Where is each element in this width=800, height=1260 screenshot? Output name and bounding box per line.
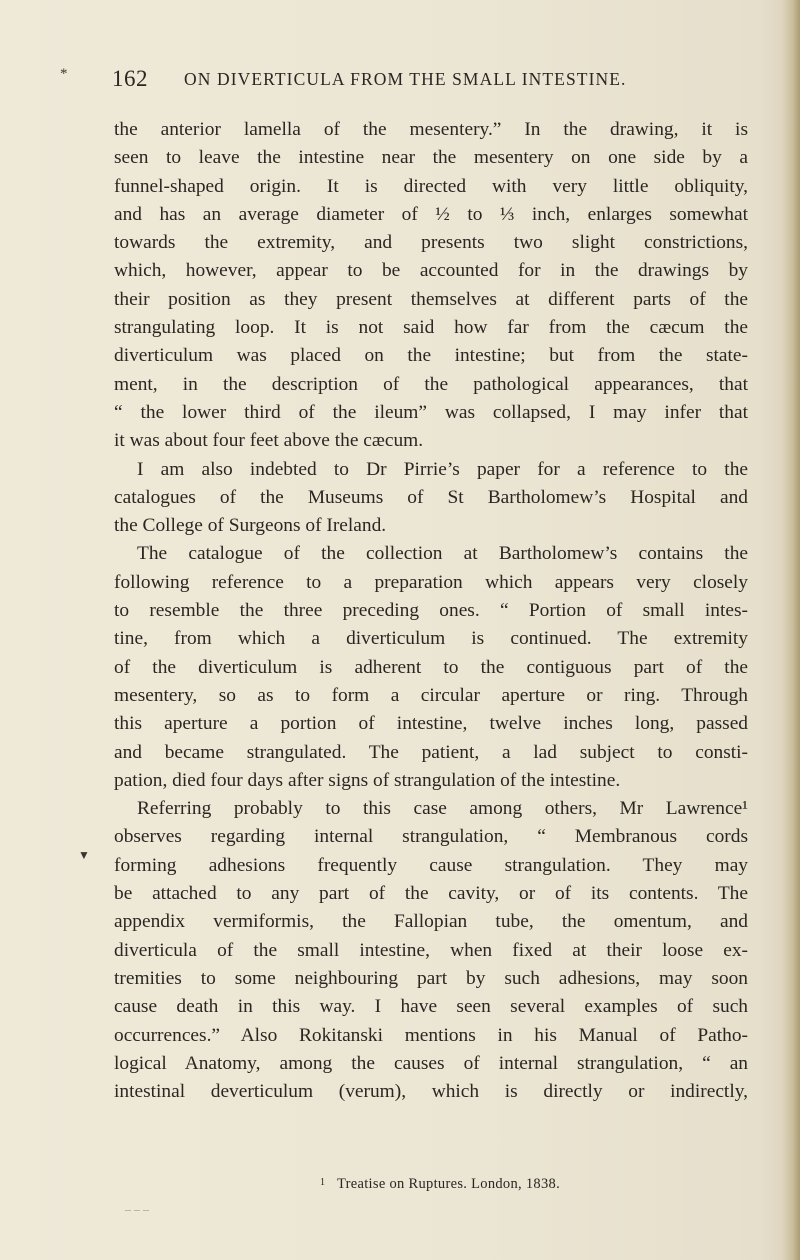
text-line: I am also indebted to Dr Pirrie’s paper for a reference to the bbox=[137, 458, 748, 480]
page-header bbox=[0, 66, 800, 96]
text-line: seen to leave the intestine near the mesentery on one side by a bbox=[114, 147, 748, 169]
footnote-text: Treatise on Ruptures. London, 1838. bbox=[336, 1176, 561, 1192]
text-line: of the diverticulum is adherent to the contiguous part of the bbox=[114, 656, 748, 678]
body-text bbox=[114, 116, 748, 1106]
text-line: to resemble the three preceding ones. “ Portion of small intes- bbox=[114, 600, 748, 622]
text-line: catalogues of the Museums of St Bartholomew’s Hospital and bbox=[114, 486, 748, 508]
text-line: which, however, appear to be accounted for in the drawings by bbox=[114, 260, 748, 282]
text-line: and became strangulated. The patient, a lad subject to consti- bbox=[114, 741, 748, 763]
text-line: and has an average diameter of ½ to ⅓ inch, enlarges somewhat bbox=[114, 203, 748, 225]
page-edge bbox=[782, 0, 800, 1260]
text-line: occurrences.” Also Rokitanski mentions in his Manual of Patho- bbox=[114, 1024, 748, 1046]
text-line: diverticulum was placed on the intestine; but from the state- bbox=[114, 345, 748, 367]
header-star-mark: * bbox=[60, 66, 68, 82]
margin-mark: ▼ bbox=[78, 848, 90, 862]
text-line: funnel-shaped origin. It is directed with very little obliquity, bbox=[114, 175, 748, 197]
text-line: tremities to some neighbouring part by such adhesions, may soon bbox=[114, 967, 748, 989]
text-line: observes regarding internal strangulation, “ Membranous cords bbox=[114, 826, 748, 848]
page-number: 162 bbox=[112, 66, 148, 91]
footnote-mark: 1 bbox=[320, 1177, 326, 1188]
text-line: appendix vermiformis, the Fallopian tube, the omentum, and bbox=[114, 911, 748, 933]
footnote bbox=[320, 1176, 560, 1193]
text-line: tine, from which a diverticulum is continued. The extremity bbox=[114, 628, 748, 650]
text-line: logical Anatomy, among the causes of internal strangulation, “ an bbox=[114, 1052, 748, 1074]
text-line: intestinal deverticulum (verum), which is directly or indirectly, bbox=[114, 1081, 748, 1103]
text-line: mesentery, so as to form a circular aperture or ring. Through bbox=[114, 684, 748, 706]
text-line: be attached to any part of the cavity, or of its contents. The bbox=[114, 883, 748, 905]
text-line: it was about four feet above the cæcum. bbox=[114, 430, 424, 452]
margin-smudge: _ _ _ bbox=[125, 1198, 149, 1212]
text-line: this aperture a portion of intestine, twelve inches long, passed bbox=[114, 713, 748, 735]
text-line: forming adhesions frequently cause strangulation. They may bbox=[114, 854, 748, 876]
text-line: strangulating loop. It is not said how far from the cæcum the bbox=[114, 317, 748, 339]
text-line: ment, in the description of the pathological appearances, that bbox=[114, 373, 748, 395]
text-line: their position as they present themselves at different parts of the bbox=[114, 288, 748, 310]
text-line: “ the lower third of the ileum” was collapsed, I may infer that bbox=[114, 401, 748, 423]
text-line: diverticula of the small intestine, when fixed at their loose ex- bbox=[114, 939, 748, 961]
text-line: towards the extremity, and presents two slight constrictions, bbox=[114, 232, 748, 254]
text-line: the College of Surgeons of Ireland. bbox=[114, 515, 387, 537]
text-line: Referring probably to this case among others, Mr Lawrence¹ bbox=[137, 798, 748, 820]
text-line: following reference to a preparation which appears very closely bbox=[114, 571, 748, 593]
text-line: pation, died four days after signs of strangulation of the intestine. bbox=[114, 769, 621, 791]
running-head: ON DIVERTICULA FROM THE SMALL INTESTINE. bbox=[184, 69, 627, 89]
text-line: cause death in this way. I have seen several examples of such bbox=[114, 996, 748, 1018]
text-line: The catalogue of the collection at Bartholomew’s contains the bbox=[137, 543, 748, 565]
text-line: the anterior lamella of the mesentery.” In the drawing, it is bbox=[114, 119, 748, 140]
